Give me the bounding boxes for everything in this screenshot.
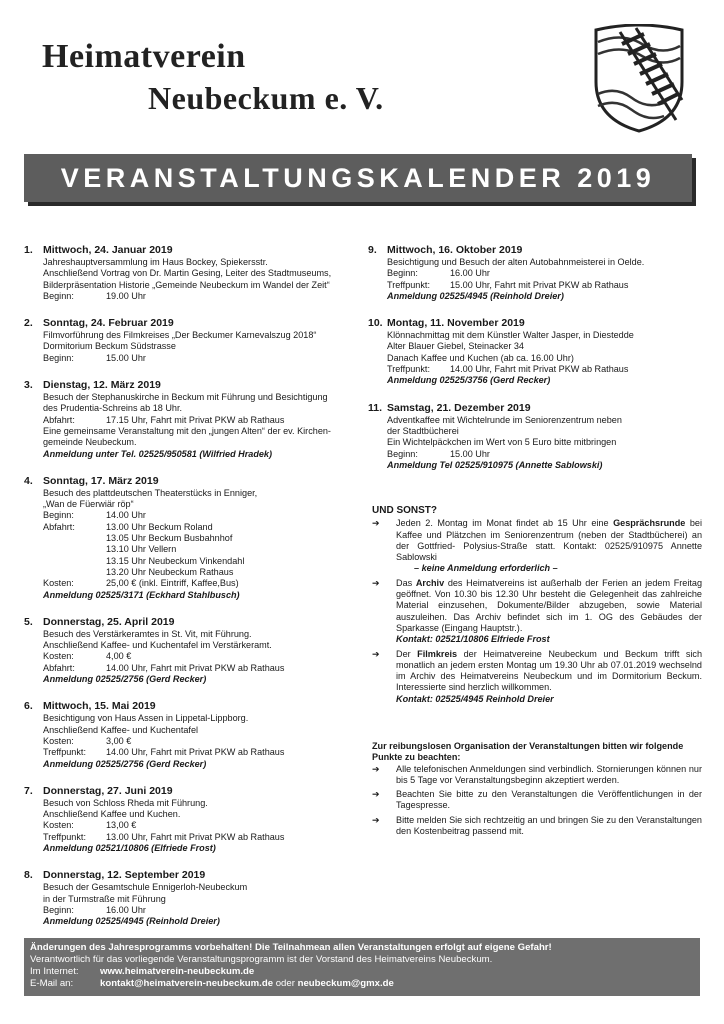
event-item xyxy=(24,475,356,601)
detail-value: 4,00 € xyxy=(106,651,132,662)
event-description: Jahreshauptversammlung im Haus Bockey, Spiekersstr. xyxy=(43,257,268,267)
event-detail xyxy=(43,415,356,426)
info-keyword: Gesprächsrunde xyxy=(613,518,686,529)
event-detail xyxy=(43,291,356,302)
arrow-icon: ➔ xyxy=(372,814,380,825)
footer-responsible: Verantwortlich für das vorliegende Veranstaltungsprogramm ist der Vorstand des Heimatvereins Neubeckum. xyxy=(30,954,493,965)
detail-label: Beginn: xyxy=(43,290,74,301)
detail-label xyxy=(43,556,106,567)
detail-label: Treffpunkt: xyxy=(387,364,430,375)
detail-value: 16.00 Uhr xyxy=(106,904,146,915)
detail-value: 13.05 Uhr Beckum Busbahnhof xyxy=(106,533,233,544)
notes-heading: Zur reibungslosen Organisation der Veranstaltungen bitten wir folgende Punkte zu beachten: xyxy=(372,741,684,763)
event-registration: Anmeldung 02525/2756 (Gerd Recker) xyxy=(43,758,207,769)
detail-label: Beginn: xyxy=(43,904,74,915)
event-detail xyxy=(43,747,356,758)
event-date: Sonntag, 24. Februar 2019 xyxy=(43,317,174,330)
info-contact: Kontakt: 02525/4945 Reinhold Dreier xyxy=(396,693,554,704)
detail-label: Abfahrt: xyxy=(43,414,75,425)
detail-label: Treffpunkt: xyxy=(43,747,86,758)
event-detail xyxy=(43,736,356,747)
event-description: Besuch von Schloss Rheda mit Führung. xyxy=(43,797,208,808)
event-registration: Anmeldung 02525/4945 (Reinhold Dreier) xyxy=(387,290,564,301)
event-date: Donnerstag, 25. April 2019 xyxy=(43,615,175,628)
info-text-pre: Jeden 2. Montag im Monat findet ab 15 Uhr eine xyxy=(396,518,614,529)
email-label: E-Mail an: xyxy=(30,978,74,989)
detail-label: Treffpunkt: xyxy=(387,279,430,290)
event-registration: Anmeldung 02525/2756 (Gerd Recker) xyxy=(43,674,207,685)
event-registration: Anmeldung 02525/4945 (Reinhold Dreier) xyxy=(43,916,220,927)
detail-label: Kosten: xyxy=(43,735,74,746)
detail-value: 14.00 Uhr, Fahrt mit Privat PKW ab Rathaus xyxy=(106,662,285,673)
detail-value: 14.00 Uhr, Fahrt mit Privat PKW ab Rathaus xyxy=(106,747,285,758)
detail-label xyxy=(43,544,106,555)
detail-value: 13,00 € xyxy=(106,820,137,831)
info-text-post: bei Kaffee und Plätzchen im Seniorenzentrum (neben der Stadtbücherei) an der Gottfried- Polysius-Straße statt. Kontakt: 02525/910975 Annette Sablowski xyxy=(396,518,702,563)
arrow-icon: ➔ xyxy=(372,763,380,774)
detail-label: Kosten: xyxy=(43,578,74,589)
event-number: 11. xyxy=(368,401,383,414)
event-description: Ein Wichtelpäckchen im Wert von 5 Euro bitte mitbringen xyxy=(387,437,617,448)
event-number: 5. xyxy=(24,615,33,628)
detail-value: 14.00 Uhr xyxy=(106,510,146,521)
event-detail xyxy=(43,522,356,533)
event-detail xyxy=(387,268,700,279)
event-detail xyxy=(43,510,356,521)
event-detail xyxy=(387,449,700,460)
event-number: 10. xyxy=(368,317,383,330)
event-description: Besichtigung und Besuch der alten Autobahnmeisterei in Oelde. xyxy=(387,257,645,267)
event-description: Anschließend Kaffee- und Kuchentafel im Verstärkeramt. xyxy=(43,640,272,651)
detail-value: 13.15 Uhr Neubeckum Vinkendahl xyxy=(106,555,245,566)
event-item xyxy=(24,317,356,364)
event-description: Anschließend Vortrag von Dr. Martin Gesing, Leiter des Stadtmuseums, xyxy=(43,268,332,279)
detail-value: 13.00 Uhr, Fahrt mit Privat PKW ab Rathaus xyxy=(106,831,285,842)
event-description: Klönnachmittag mit dem Künstler Walter Jasper, in Diestedde xyxy=(387,330,634,341)
event-date: Donnerstag, 27. Juni 2019 xyxy=(43,784,173,797)
event-date: Dienstag, 12. März 2019 xyxy=(43,379,161,392)
note-text: Beachten Sie bitte zu den Veranstaltungen die Veröffentlichungen in der Tagespresse. xyxy=(396,789,702,811)
event-number: 6. xyxy=(24,700,33,713)
event-date: Mittwoch, 16. Oktober 2019 xyxy=(387,244,523,256)
detail-label: Abfahrt: xyxy=(43,521,75,532)
event-item xyxy=(368,244,700,302)
event-note: gemeinde Neubeckum. xyxy=(43,437,137,448)
arrow-icon: ➔ xyxy=(372,648,380,659)
detail-value: 16.00 Uhr xyxy=(450,268,490,279)
event-description: Filmvorführung des Filmkreises „Der Beckumer Karnevalszug 2018“ xyxy=(43,330,317,341)
arrow-icon: ➔ xyxy=(372,789,380,800)
detail-label: Beginn: xyxy=(43,352,74,363)
event-detail xyxy=(387,364,700,375)
detail-value: 3,00 € xyxy=(106,735,132,746)
event-registration: Anmeldung unter Tel. 02525/950581 (Wilfried Hradek) xyxy=(43,448,273,459)
email-link-2[interactable]: neubeckum@gmx.de xyxy=(297,978,394,989)
info-text-pre: Das xyxy=(396,577,416,588)
detail-value: 15.00 Uhr xyxy=(450,448,490,459)
event-description: Besuch der Stephanuskirche in Beckum mit Führung und Besichtigung xyxy=(43,392,328,403)
event-body xyxy=(43,700,356,769)
event-number: 4. xyxy=(24,474,33,487)
event-detail xyxy=(43,353,356,364)
event-detail xyxy=(43,905,356,916)
info-text-post: des Heimatvereins ist außerhalb der Ferien an jedem Freitag geöffnet. Von 10.30 bis 12.30 Uhr besteht die Gelegenheit das zahlreiche Material einzusehen, Dokumente/Bilder abzugeben, sowie Material auszuleihen. Das Archiv befindet sich im 1. OG des Gebäudes der Sparkasse (Eingang Hauptstr.). xyxy=(396,577,703,633)
event-date: Samstag, 21. Dezember 2019 xyxy=(387,401,531,414)
event-body xyxy=(43,785,356,854)
detail-label: Beginn: xyxy=(387,268,418,279)
event-registration: Anmeldung 02525/3171 (Eckhard Stahlbusch) xyxy=(43,589,240,600)
info-text xyxy=(396,518,702,574)
detail-label: Abfahrt: xyxy=(43,662,75,673)
more-heading: UND SONST? xyxy=(372,505,437,516)
info-keyword: Filmkreis xyxy=(417,648,458,659)
note-text: Bitte melden Sie sich rechtzeitig an und bringen Sie zu den Veranstaltungen den Kostenbeitrag passend mit. xyxy=(396,814,702,837)
event-item xyxy=(24,616,356,685)
detail-value: 13.20 Uhr Neubeckum Rathaus xyxy=(106,566,234,577)
event-description: der Stadtbücherei xyxy=(387,425,459,436)
event-date: Montag, 11. November 2019 xyxy=(387,317,525,330)
event-item xyxy=(24,869,356,927)
events-column-right xyxy=(368,244,700,486)
event-number: 3. xyxy=(24,379,33,392)
event-detail xyxy=(43,651,356,662)
detail-value: 13.10 Uhr Vellern xyxy=(106,544,177,555)
event-item xyxy=(368,402,700,471)
event-detail xyxy=(43,663,356,674)
event-description: Bilderpräsentation Historie „Gemeinde Neubeckum im Wandel der Zeit“ xyxy=(43,279,330,290)
event-description: Besuch der Gesamtschule Ennigerloh-Neubeckum xyxy=(43,882,248,893)
events-column-left xyxy=(24,244,356,942)
event-detail xyxy=(43,578,356,589)
event-date: Mittwoch, 15. Mai 2019 xyxy=(43,700,156,713)
arrow-icon: ➔ xyxy=(372,577,380,588)
event-body xyxy=(43,475,356,601)
event-description: Dormitorium Beckum Südstrasse xyxy=(43,341,176,352)
detail-label: Kosten: xyxy=(43,651,74,662)
event-date: Mittwoch, 24. Januar 2019 xyxy=(43,244,173,256)
calendar-banner xyxy=(24,154,692,202)
event-number: 9. xyxy=(368,244,377,256)
event-number: 8. xyxy=(24,869,33,882)
event-detail xyxy=(43,533,356,544)
detail-label: Beginn: xyxy=(43,510,74,521)
info-item xyxy=(372,518,702,574)
event-body xyxy=(387,244,700,302)
detail-label xyxy=(43,533,106,544)
detail-value: 19.00 Uhr xyxy=(106,290,146,301)
info-text xyxy=(396,649,702,705)
note-text: Alle telefonischen Anmeldungen sind verbindlich. Stornierungen können nur bis 5 Tage vor Veranstaltungsbeginn akzeptiert werden. xyxy=(396,763,702,785)
event-body xyxy=(387,402,700,471)
event-body xyxy=(43,317,356,364)
info-item xyxy=(372,578,702,646)
event-body xyxy=(43,869,356,927)
event-detail xyxy=(43,556,356,567)
event-body xyxy=(43,244,356,302)
detail-value: 15.00 Uhr, Fahrt mit Privat PKW ab Rathaus xyxy=(450,279,629,290)
note-item xyxy=(372,815,702,838)
email-or: oder xyxy=(273,978,298,989)
arrow-icon: ➔ xyxy=(372,518,380,529)
event-item xyxy=(24,244,356,302)
coat-of-arms-icon xyxy=(592,24,686,134)
event-body xyxy=(43,616,356,685)
event-description: Anschließend Kaffee- und Kuchentafel xyxy=(43,724,199,735)
detail-label: Kosten: xyxy=(43,820,74,831)
info-text-post: der Heimatvereine Neubeckum und Beckum trifft sich monatlich an jedem ersten Montag um 19.30 Uhr ab 07.01.2019 wechselnd im Archiv des Heimatvereins Neubeckum und im Dormitorium Beckum. Interessierte sind herzlich willkommen. xyxy=(396,648,703,693)
event-item xyxy=(24,700,356,769)
detail-label xyxy=(43,567,106,578)
event-item xyxy=(24,785,356,854)
footer-warning: Änderungen des Jahresprogramms vorbehalten! Die Teilnahmean allen Veranstaltungen erfolgt auf eigene Gefahr! xyxy=(30,942,552,953)
event-description: Danach Kaffee und Kuchen (ab ca. 16.00 Uhr) xyxy=(387,352,574,363)
event-registration: Anmeldung Tel 02525/910975 (Annette Sablowski) xyxy=(387,459,603,470)
title-line-1: Heimatverein xyxy=(42,38,246,75)
event-registration: Anmeldung 02521/10806 (Elfriede Frost) xyxy=(43,842,216,853)
info-item xyxy=(372,649,702,705)
detail-label: Beginn: xyxy=(387,448,418,459)
title-line-2: Neubeckum e. V. xyxy=(148,80,384,116)
event-detail xyxy=(43,820,356,831)
detail-value: 15.00 Uhr xyxy=(106,352,146,363)
event-body xyxy=(387,317,700,386)
event-note: Eine gemeinsame Veranstaltung mit den „jungen Alten“ der ev. Kirchen- xyxy=(43,425,331,436)
info-contact: Kontakt: 02521/10806 Elfriede Frost xyxy=(396,634,550,645)
event-description: in der Turmstraße mit Führung xyxy=(43,893,166,904)
event-description: des Prudentia-Schreins ab 18 Uhr. xyxy=(43,403,183,414)
event-description: Adventkaffee mit Wichtelrunde im Seniorenzentrum neben xyxy=(387,414,622,425)
detail-value: 13.00 Uhr Beckum Roland xyxy=(106,521,213,532)
notes-section xyxy=(372,741,702,840)
event-number: 7. xyxy=(24,784,33,797)
more-section xyxy=(372,505,702,708)
event-description: Besuch des Verstärkeramtes in St. Vit, mit Führung. xyxy=(43,628,252,639)
event-detail xyxy=(43,567,356,578)
event-detail xyxy=(43,832,356,843)
event-description: Alter Blauer Giebel, Steinacker 34 xyxy=(387,341,524,352)
event-body xyxy=(43,379,356,460)
web-label: Im Internet: xyxy=(30,966,79,977)
footer-box xyxy=(24,938,700,996)
note-item xyxy=(372,764,702,787)
detail-label: Treffpunkt: xyxy=(43,831,86,842)
event-description: Besichtigung von Haus Assen in Lippetal-Lippborg. xyxy=(43,713,249,724)
email-link-1[interactable]: kontakt@heimatverein-neubeckum.de xyxy=(100,978,274,989)
detail-value: 17.15 Uhr, Fahrt mit Privat PKW ab Rathaus xyxy=(106,414,285,425)
detail-value: 25,00 € (inkl. Eintriff, Kaffee,Bus) xyxy=(106,578,239,589)
event-number: 2. xyxy=(24,317,33,330)
event-detail xyxy=(43,544,356,555)
event-registration: Anmeldung 02525/3756 (Gerd Recker) xyxy=(387,375,551,386)
event-description: Besuch des plattdeutschen Theaterstücks in Enniger, xyxy=(43,487,258,498)
event-item xyxy=(368,317,700,386)
event-date: Sonntag, 17. März 2019 xyxy=(43,474,159,487)
event-description: „Wan de Füerwiär röp“ xyxy=(43,499,134,510)
info-text-pre: Der xyxy=(396,648,418,659)
event-number: 1. xyxy=(24,244,33,256)
info-keyword: Archiv xyxy=(415,577,445,588)
info-contact: – keine Anmeldung erforderlich – xyxy=(414,563,558,574)
note-item xyxy=(372,789,702,812)
info-text xyxy=(396,578,702,646)
event-detail xyxy=(387,280,700,291)
event-date: Donnerstag, 12. September 2019 xyxy=(43,869,206,882)
website-link[interactable]: www.heimatverein-neubeckum.de xyxy=(100,966,255,977)
event-item xyxy=(24,379,356,460)
banner-title: VERANSTALTUNGSKALENDER 2019 xyxy=(60,163,656,193)
detail-value: 14.00 Uhr, Fahrt mit Privat PKW ab Rathaus xyxy=(450,364,629,375)
event-description: Anschließend Kaffee und Kuchen. xyxy=(43,809,181,820)
